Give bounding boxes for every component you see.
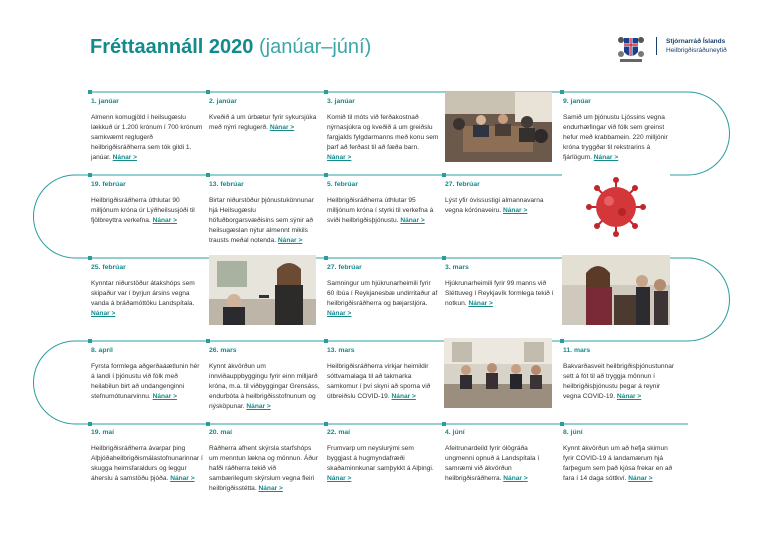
entry-date: 13. febrúar xyxy=(209,181,244,188)
entry-date: 25. febrúar xyxy=(91,264,126,271)
entry-4-juni xyxy=(445,428,557,484)
more-link[interactable]: Nánar > xyxy=(152,393,177,400)
more-link[interactable]: Nánar > xyxy=(502,207,528,214)
more-link[interactable]: Nánar > xyxy=(91,310,116,317)
entry-date: 4. júní xyxy=(445,429,465,436)
entry-date: 20. maí xyxy=(209,429,233,436)
more-link[interactable]: Nánar > xyxy=(593,154,619,161)
entry-text: Heilbrigðisráðherra úthlutar 95 milljónum króna í styrki til verkefna á sviði heilbrigðisþjónustu. xyxy=(327,197,434,224)
briefing-photo xyxy=(444,338,552,408)
entry-text: Kynnt ákvörðun um innviðauppbyggingu fyrir einn milljarð króna, m.a. til viðbyggingar Grensáss, endurbóta á heilbrigðisstofnunum og nýsköpunar. xyxy=(209,363,320,410)
entry-date: 26. mars xyxy=(209,347,237,354)
entry-20-mai xyxy=(209,428,321,494)
coronavirus-illustration xyxy=(562,172,670,242)
entry-text: Hjúkrunarheimili fyrir 99 manns við Sléttuveg í Reykjavík formlega tekið í notkun. xyxy=(445,280,554,307)
entry-13-mars xyxy=(327,346,439,402)
entry-date: 3. janúar xyxy=(327,98,355,105)
more-link[interactable]: Nánar > xyxy=(391,393,416,400)
entry-date: 9. janúar xyxy=(563,98,591,105)
more-link[interactable]: Nánar > xyxy=(269,124,295,131)
entry-19-februar xyxy=(91,180,203,226)
entry-date: 11. mars xyxy=(563,347,591,354)
speaker-photo xyxy=(562,255,670,325)
entry-text: Kynntar niðurstöður átakshóps sem skipaður var í byrjun ársins vegna vanda á bráðamóttöku Landspítala. xyxy=(91,280,195,307)
entry-25-februar xyxy=(91,263,203,319)
entry-text: Lýst yfir óvissustigi almannavarna vegna kórónaveiru. xyxy=(445,197,544,214)
entry-date: 8. júní xyxy=(563,429,583,436)
entry-text: Ráðherra afhent skýrsla starfshóps um menntun lækna og mönnun. Áður hafði ráðherra tekið við sambærilegum skýrslum vegna fleiri heilbrigðisstétta. xyxy=(209,445,318,492)
entry-11-mars xyxy=(563,346,675,402)
entry-text: Samningur um hjúkrunarheimili fyrir 60 íbúa í Reykjanesbæ undirritaður af heilbrigðisráðherra og bæjarstjóra. xyxy=(327,280,438,307)
more-link[interactable]: Nánar > xyxy=(170,475,195,482)
entry-date: 19. febrúar xyxy=(91,181,126,188)
entry-text: Bakvarðasveit heilbrigðisþjónustunnar sett á fót til að tryggja mönnun í heilbrigðisþjónustu þegar á reynir vegna COVID-19. xyxy=(563,363,675,400)
entry-text: Heilbrigðisráðherra ávarpar þing Alþjóðaheilbrigðismálastofnunarinnar í skugga heimsfaraldurs og leggur áherslu á samstöðu þjóða. xyxy=(91,445,203,482)
entry-date: 19. maí xyxy=(91,429,115,436)
more-link[interactable]: Nánar > xyxy=(628,475,653,482)
entry-8-juni xyxy=(563,428,675,484)
entry-date: 27. febrúar xyxy=(327,264,362,271)
entry-date: 2. janúar xyxy=(209,98,237,105)
entry-3-januar xyxy=(327,97,439,163)
entry-27-februar-b xyxy=(327,263,439,319)
more-link[interactable]: Nánar > xyxy=(400,217,425,224)
entry-text: Samið um þjónustu Ljóssins vegna endurhæfingar við fólk sem greinst hefur með krabbamein. 220 milljónir króna tryggðar til rekstrarins á fjárlögum. xyxy=(563,114,668,161)
press-conference-photo xyxy=(209,255,316,325)
more-link[interactable]: Nánar > xyxy=(277,237,303,244)
more-link[interactable]: Nánar > xyxy=(503,475,528,482)
entry-9-januar xyxy=(563,97,675,163)
entry-2-januar xyxy=(209,97,321,133)
more-link[interactable]: Nánar > xyxy=(152,217,177,224)
entry-text: Fyrsta formlega aðgerðaáætlunin hér á landi í þjónustu við fólk með heilabilun birt að undangenginni stefnumótunarvinnu. xyxy=(91,363,200,400)
entry-19-mai xyxy=(91,428,203,484)
entry-5-februar xyxy=(327,180,439,226)
entry-text: Kveðið á um úrbætur fyrir sykursjúka með nýrri reglugerð. xyxy=(209,114,317,131)
entry-date: 3. mars xyxy=(445,264,469,271)
logo-org: Stjórnarráð Íslands xyxy=(666,38,726,45)
entry-text: Frumvarp um neyslurými sem byggjast á hugmyndafræði skaðaminnkunar samþykkt á Alþingi. xyxy=(327,445,434,472)
entry-date: 22. maí xyxy=(327,429,351,436)
logo-ministry: Heilbrigðisráðuneytið xyxy=(666,46,727,54)
entry-3-mars xyxy=(445,263,557,309)
more-link[interactable]: Nánar > xyxy=(327,475,352,482)
more-link[interactable]: Nánar > xyxy=(246,403,271,410)
title-sub: (janúar–júní) xyxy=(258,36,372,58)
entry-13-februar xyxy=(209,180,321,246)
entry-date: 13. mars xyxy=(327,347,355,354)
title-main: Fréttaannáll 2020 xyxy=(90,36,254,58)
entry-text: Kynnt ákvörðun um að hefja skimun fyrir COVID-19 á landamærum hjá farþegum sem það kjósa frekar en að fara í 14 daga sóttkví. xyxy=(563,445,673,482)
entry-27-februar xyxy=(445,180,557,216)
entry-date: 27. febrúar xyxy=(445,181,480,188)
entry-1-januar xyxy=(91,97,203,163)
entry-text: Afeitrunardeild fyrir ólögráða ungmenni opnuð á Landspítala í samræmi við ákvörðun heilbrigðisráðherra. xyxy=(445,445,540,482)
entry-26-mars xyxy=(209,346,321,412)
entry-text: Birtar niðurstöður þjónustukönnunar hjá Heilsugæslu höfuðborgarsvæðisins sem sýnir að heilsugæslan nýtur almennt mikils trausts meðal notenda. xyxy=(209,197,314,244)
meeting-photo xyxy=(445,92,552,162)
more-link[interactable]: Nánar > xyxy=(468,300,493,307)
entry-22-mai xyxy=(327,428,439,484)
entry-date: 1. janúar xyxy=(91,98,119,105)
more-link[interactable]: Nánar > xyxy=(112,154,138,161)
more-link[interactable]: Nánar > xyxy=(258,485,283,492)
more-link[interactable]: Nánar > xyxy=(327,310,352,317)
more-link[interactable]: Nánar > xyxy=(616,393,642,400)
entry-8-april xyxy=(91,346,203,402)
entry-date: 5. febrúar xyxy=(327,181,358,188)
entry-date: 8. apríl xyxy=(91,347,113,354)
entry-text: Komið til móts við ferðakostnað nýrnasjúkra og kveðið á um greiðslu fargjalds fylgdarmanns með konu sem þarf að ferðast til að fæða barn. xyxy=(327,114,439,151)
entry-text: Heilbrigðisráðherra virkjar heimildir sóttvarnalaga til að takmarka samkomur í því skyni að sporna við útbreiðslu COVID-19. xyxy=(327,363,431,400)
more-link[interactable]: Nánar > xyxy=(327,154,352,161)
entry-text: Almenn komugjöld í heilsugæslu lækkuð úr 1.200 krónum í 700 krónum samkvæmt reglugerð heilbrigðisráðherra sem tók gildi 1. janúar. xyxy=(91,114,203,161)
entry-text: Heilbrigðisráðherra úthlutar 90 milljónum króna úr Lýðheilsusjóði til fjölbreyttra verkefna. xyxy=(91,197,195,224)
